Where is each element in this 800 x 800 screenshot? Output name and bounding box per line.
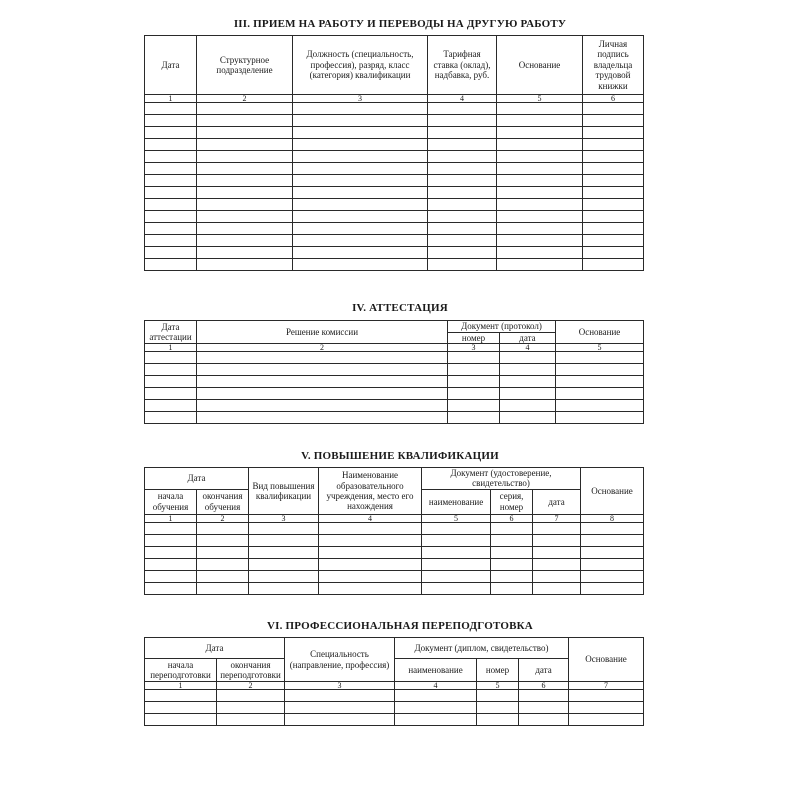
blank-cell[interactable] <box>428 139 497 151</box>
blank-cell[interactable] <box>145 103 197 115</box>
blank-cell[interactable] <box>285 702 395 714</box>
col-number: 6 <box>519 682 569 690</box>
col-number: 2 <box>197 514 249 522</box>
col-number: 6 <box>491 514 533 522</box>
blank-cell[interactable] <box>197 163 293 175</box>
blank-cell[interactable] <box>428 175 497 187</box>
blank-cell[interactable] <box>583 175 644 187</box>
col-header-basis: Основание <box>581 468 644 515</box>
blank-cell[interactable] <box>197 247 293 259</box>
blank-cell[interactable] <box>293 211 428 223</box>
blank-cell[interactable] <box>581 522 644 534</box>
blank-cell[interactable] <box>583 127 644 139</box>
col-number: 2 <box>197 95 293 103</box>
blank-cell[interactable] <box>583 235 644 247</box>
col-header-department: Структурное подразделение <box>197 36 293 95</box>
blank-cell[interactable] <box>581 534 644 546</box>
blank-cell[interactable] <box>448 400 500 412</box>
col-header-number: номер <box>477 659 519 682</box>
blank-cell[interactable] <box>497 175 583 187</box>
blank-cell[interactable] <box>319 582 422 594</box>
blank-cell[interactable] <box>145 376 197 388</box>
col-header-doc-date: дата <box>519 659 569 682</box>
blank-cell[interactable] <box>569 702 644 714</box>
blank-cell[interactable] <box>422 570 491 582</box>
blank-cell[interactable] <box>569 690 644 702</box>
col-number: 7 <box>533 514 581 522</box>
blank-cell[interactable] <box>533 558 581 570</box>
blank-cell[interactable] <box>533 582 581 594</box>
section-3-title: III. ПРИЕМ НА РАБОТУ И ПЕРЕВОДЫ НА ДРУГУЮ РАБОТУ <box>233 18 567 30</box>
blank-cell[interactable] <box>556 376 644 388</box>
blank-cell[interactable] <box>197 151 293 163</box>
blank-cell[interactable] <box>533 546 581 558</box>
blank-cell[interactable] <box>448 388 500 400</box>
blank-row <box>145 714 644 726</box>
blank-row <box>145 388 644 400</box>
blank-cell[interactable] <box>293 115 428 127</box>
blank-cell[interactable] <box>500 400 556 412</box>
blank-cell[interactable] <box>428 187 497 199</box>
blank-cell[interactable] <box>145 570 197 582</box>
col-header-basis: Основание <box>497 36 583 95</box>
col-number: 6 <box>583 95 644 103</box>
blank-cell[interactable] <box>145 187 197 199</box>
blank-cell[interactable] <box>497 187 583 199</box>
blank-cell[interactable] <box>491 534 533 546</box>
blank-cell[interactable] <box>145 714 217 726</box>
blank-cell[interactable] <box>197 187 293 199</box>
blank-cell[interactable] <box>497 259 583 271</box>
col-number: 7 <box>569 682 644 690</box>
col-number: 1 <box>145 344 197 352</box>
blank-cell[interactable] <box>583 187 644 199</box>
blank-cell[interactable] <box>519 702 569 714</box>
col-number: 2 <box>197 344 448 352</box>
blank-cell[interactable] <box>249 582 319 594</box>
blank-cell[interactable] <box>217 702 285 714</box>
col-header-decision: Решение комиссии <box>197 321 448 344</box>
blank-cell[interactable] <box>285 690 395 702</box>
blank-cell[interactable] <box>319 534 422 546</box>
blank-cell[interactable] <box>500 412 556 424</box>
blank-cell[interactable] <box>448 352 500 364</box>
blank-cell[interactable] <box>145 259 197 271</box>
blank-cell[interactable] <box>197 139 293 151</box>
blank-cell[interactable] <box>497 139 583 151</box>
col-header-document: Документ (протокол) <box>448 321 556 333</box>
blank-cell[interactable] <box>583 163 644 175</box>
retraining-rows <box>145 690 644 726</box>
blank-cell[interactable] <box>145 522 197 534</box>
blank-cell[interactable] <box>197 400 448 412</box>
col-header-series: серия, номер <box>491 489 533 514</box>
col-number: 2 <box>217 682 285 690</box>
blank-cell[interactable] <box>428 115 497 127</box>
blank-cell[interactable] <box>319 570 422 582</box>
blank-cell[interactable] <box>145 247 197 259</box>
col-number: 3 <box>448 344 500 352</box>
blank-cell[interactable] <box>145 546 197 558</box>
blank-row <box>145 702 644 714</box>
blank-cell[interactable] <box>197 582 249 594</box>
col-number: 4 <box>319 514 422 522</box>
blank-cell[interactable] <box>197 546 249 558</box>
blank-cell[interactable] <box>497 151 583 163</box>
blank-cell[interactable] <box>428 247 497 259</box>
col-number: 1 <box>145 514 197 522</box>
col-number: 3 <box>293 95 428 103</box>
blank-cell[interactable] <box>491 522 533 534</box>
blank-cell[interactable] <box>145 115 197 127</box>
blank-cell[interactable] <box>500 376 556 388</box>
col-number: 8 <box>581 514 644 522</box>
blank-cell[interactable] <box>145 364 197 376</box>
blank-cell[interactable] <box>197 364 448 376</box>
blank-row <box>145 247 644 259</box>
blank-row <box>145 175 644 187</box>
blank-cell[interactable] <box>583 247 644 259</box>
blank-cell[interactable] <box>500 388 556 400</box>
blank-row <box>145 364 644 376</box>
blank-cell[interactable] <box>448 376 500 388</box>
blank-cell[interactable] <box>197 570 249 582</box>
blank-cell[interactable] <box>319 558 422 570</box>
blank-cell[interactable] <box>581 546 644 558</box>
blank-cell[interactable] <box>145 412 197 424</box>
col-header-document: Документ (диплом, свидетельство) <box>395 638 569 659</box>
col-header-specialty: Специальность (направление, профессия) <box>285 638 395 682</box>
blank-cell[interactable] <box>477 690 519 702</box>
blank-cell[interactable] <box>581 558 644 570</box>
qualification-rows <box>145 522 644 594</box>
col-header-signature: Личная подпись владельца трудовой книжки <box>583 36 644 95</box>
employment-rows <box>145 103 644 271</box>
blank-row <box>145 199 644 211</box>
col-header-institution: Наименование образовательного учреждения, место его нахождения <box>319 468 422 515</box>
col-header-end: окончания обучения <box>197 489 249 514</box>
blank-cell[interactable] <box>428 211 497 223</box>
col-number: 5 <box>556 344 644 352</box>
blank-cell[interactable] <box>197 522 249 534</box>
blank-cell[interactable] <box>428 259 497 271</box>
blank-row <box>145 522 644 534</box>
blank-cell[interactable] <box>581 570 644 582</box>
blank-cell[interactable] <box>395 714 477 726</box>
blank-cell[interactable] <box>145 127 197 139</box>
blank-cell[interactable] <box>497 199 583 211</box>
qualification-table <box>144 467 644 595</box>
blank-row <box>145 151 644 163</box>
blank-row <box>145 127 644 139</box>
blank-cell[interactable] <box>491 546 533 558</box>
blank-cell[interactable] <box>583 139 644 151</box>
blank-cell[interactable] <box>448 364 500 376</box>
blank-cell[interactable] <box>497 163 583 175</box>
blank-cell[interactable] <box>497 247 583 259</box>
blank-cell[interactable] <box>293 235 428 247</box>
blank-cell[interactable] <box>428 223 497 235</box>
blank-row <box>145 211 644 223</box>
blank-cell[interactable] <box>145 175 197 187</box>
col-number: 4 <box>395 682 477 690</box>
blank-cell[interactable] <box>293 139 428 151</box>
col-header-end: окончания переподготовки <box>217 659 285 682</box>
blank-cell[interactable] <box>569 714 644 726</box>
blank-cell[interactable] <box>395 702 477 714</box>
blank-row <box>145 690 644 702</box>
col-number: 4 <box>500 344 556 352</box>
col-header-doc-date: дата <box>533 489 581 514</box>
blank-cell[interactable] <box>197 235 293 247</box>
blank-cell[interactable] <box>497 235 583 247</box>
blank-cell[interactable] <box>145 151 197 163</box>
blank-cell[interactable] <box>249 570 319 582</box>
blank-row <box>145 558 644 570</box>
blank-cell[interactable] <box>197 211 293 223</box>
col-number: 1 <box>145 95 197 103</box>
blank-cell[interactable] <box>217 690 285 702</box>
blank-row <box>145 223 644 235</box>
retraining-table <box>144 637 644 726</box>
blank-cell[interactable] <box>249 534 319 546</box>
blank-cell[interactable] <box>249 522 319 534</box>
col-header-start: начала обучения <box>145 489 197 514</box>
blank-cell[interactable] <box>500 364 556 376</box>
blank-cell[interactable] <box>556 364 644 376</box>
blank-row <box>145 103 644 115</box>
blank-cell[interactable] <box>197 127 293 139</box>
blank-cell[interactable] <box>145 582 197 594</box>
col-header-doc-date: дата <box>500 332 556 344</box>
col-header-date: Дата <box>145 638 285 659</box>
blank-cell[interactable] <box>491 570 533 582</box>
blank-cell[interactable] <box>197 376 448 388</box>
blank-row <box>145 115 644 127</box>
blank-cell[interactable] <box>500 352 556 364</box>
blank-cell[interactable] <box>293 247 428 259</box>
blank-cell[interactable] <box>197 103 293 115</box>
blank-cell[interactable] <box>293 223 428 235</box>
col-number: 4 <box>428 95 497 103</box>
blank-row <box>145 163 644 175</box>
blank-cell[interactable] <box>477 702 519 714</box>
blank-cell[interactable] <box>428 103 497 115</box>
col-header-document: Документ (удостоверение, свидетельство) <box>422 468 581 490</box>
blank-cell[interactable] <box>533 534 581 546</box>
blank-cell[interactable] <box>422 522 491 534</box>
blank-cell[interactable] <box>583 259 644 271</box>
col-header-doc-name: наименование <box>395 659 477 682</box>
blank-cell[interactable] <box>197 352 448 364</box>
blank-cell[interactable] <box>583 211 644 223</box>
blank-cell[interactable] <box>249 546 319 558</box>
blank-cell[interactable] <box>583 199 644 211</box>
blank-cell[interactable] <box>319 522 422 534</box>
blank-row <box>145 259 644 271</box>
col-header-date: Дата <box>145 36 197 95</box>
col-number: 5 <box>422 514 491 522</box>
blank-cell[interactable] <box>197 388 448 400</box>
blank-cell[interactable] <box>583 115 644 127</box>
blank-cell[interactable] <box>428 199 497 211</box>
blank-cell[interactable] <box>217 714 285 726</box>
blank-cell[interactable] <box>145 352 197 364</box>
blank-cell[interactable] <box>293 163 428 175</box>
blank-cell[interactable] <box>249 558 319 570</box>
col-header-doc-name: наименование <box>422 489 491 514</box>
col-header-attestation-date: Дата аттестации <box>145 321 197 344</box>
blank-row <box>145 570 644 582</box>
blank-cell[interactable] <box>556 388 644 400</box>
blank-cell[interactable] <box>533 522 581 534</box>
col-header-number: номер <box>448 332 500 344</box>
blank-cell[interactable] <box>583 151 644 163</box>
blank-cell[interactable] <box>477 714 519 726</box>
blank-cell[interactable] <box>428 151 497 163</box>
col-number: 3 <box>285 682 395 690</box>
blank-cell[interactable] <box>497 127 583 139</box>
blank-cell[interactable] <box>581 582 644 594</box>
blank-cell[interactable] <box>197 412 448 424</box>
section-4-title: IV. АТТЕСТАЦИЯ <box>352 302 448 314</box>
blank-cell[interactable] <box>285 714 395 726</box>
blank-cell[interactable] <box>422 546 491 558</box>
blank-row <box>145 376 644 388</box>
blank-row <box>145 187 644 199</box>
blank-cell[interactable] <box>197 558 249 570</box>
blank-cell[interactable] <box>293 187 428 199</box>
col-number: 1 <box>145 682 217 690</box>
blank-cell[interactable] <box>293 175 428 187</box>
blank-cell[interactable] <box>556 400 644 412</box>
blank-cell[interactable] <box>422 582 491 594</box>
blank-cell[interactable] <box>145 211 197 223</box>
blank-cell[interactable] <box>448 412 500 424</box>
attestation-table <box>144 320 644 424</box>
blank-row <box>145 546 644 558</box>
blank-cell[interactable] <box>556 352 644 364</box>
blank-row <box>145 139 644 151</box>
blank-cell[interactable] <box>145 139 197 151</box>
blank-cell[interactable] <box>497 103 583 115</box>
col-header-kind: Вид повышения квалификации <box>249 468 319 515</box>
blank-cell[interactable] <box>491 558 533 570</box>
blank-cell[interactable] <box>519 690 569 702</box>
blank-cell[interactable] <box>145 690 217 702</box>
blank-cell[interactable] <box>428 163 497 175</box>
col-number: 5 <box>497 95 583 103</box>
blank-cell[interactable] <box>145 199 197 211</box>
blank-cell[interactable] <box>197 534 249 546</box>
blank-cell[interactable] <box>556 412 644 424</box>
blank-cell[interactable] <box>293 127 428 139</box>
blank-cell[interactable] <box>497 223 583 235</box>
col-number: 5 <box>477 682 519 690</box>
col-header-basis: Основание <box>556 321 644 344</box>
employment-table <box>144 35 644 271</box>
blank-cell[interactable] <box>491 582 533 594</box>
blank-cell[interactable] <box>583 103 644 115</box>
blank-cell[interactable] <box>145 388 197 400</box>
col-header-basis: Основание <box>569 638 644 682</box>
blank-cell[interactable] <box>197 259 293 271</box>
blank-cell[interactable] <box>197 199 293 211</box>
blank-cell[interactable] <box>145 534 197 546</box>
col-header-position: Должность (специальность, профессия), разряд, класс (категория) квалификации <box>293 36 428 95</box>
blank-cell[interactable] <box>145 702 217 714</box>
blank-cell[interactable] <box>293 259 428 271</box>
col-header-date: Дата <box>145 468 249 490</box>
blank-cell[interactable] <box>422 534 491 546</box>
blank-cell[interactable] <box>422 558 491 570</box>
blank-row <box>145 534 644 546</box>
col-header-start: начала переподготовки <box>145 659 217 682</box>
blank-cell[interactable] <box>197 223 293 235</box>
blank-cell[interactable] <box>395 690 477 702</box>
blank-cell[interactable] <box>583 223 644 235</box>
blank-row <box>145 400 644 412</box>
blank-row <box>145 235 644 247</box>
col-header-rate: Тарифная ставка (оклад), надбавка, руб. <box>428 36 497 95</box>
blank-cell[interactable] <box>497 115 583 127</box>
blank-cell[interactable] <box>293 199 428 211</box>
blank-cell[interactable] <box>497 211 583 223</box>
section-6-title: VI. ПРОФЕССИОНАЛЬНАЯ ПЕРЕПОДГОТОВКА <box>267 620 533 632</box>
blank-cell[interactable] <box>293 103 428 115</box>
blank-cell[interactable] <box>145 558 197 570</box>
attestation-rows <box>145 352 644 424</box>
blank-cell[interactable] <box>145 163 197 175</box>
blank-cell[interactable] <box>197 115 293 127</box>
blank-row <box>145 352 644 364</box>
col-number: 3 <box>249 514 319 522</box>
blank-cell[interactable] <box>428 235 497 247</box>
blank-cell[interactable] <box>145 235 197 247</box>
section-5-title: V. ПОВЫШЕНИЕ КВАЛИФИКАЦИИ <box>301 450 499 462</box>
blank-cell[interactable] <box>145 223 197 235</box>
blank-cell[interactable] <box>533 570 581 582</box>
blank-row <box>145 582 644 594</box>
blank-row <box>145 412 644 424</box>
blank-cell[interactable] <box>428 127 497 139</box>
blank-cell[interactable] <box>197 175 293 187</box>
blank-cell[interactable] <box>293 151 428 163</box>
blank-cell[interactable] <box>145 400 197 412</box>
blank-cell[interactable] <box>519 714 569 726</box>
blank-cell[interactable] <box>319 546 422 558</box>
